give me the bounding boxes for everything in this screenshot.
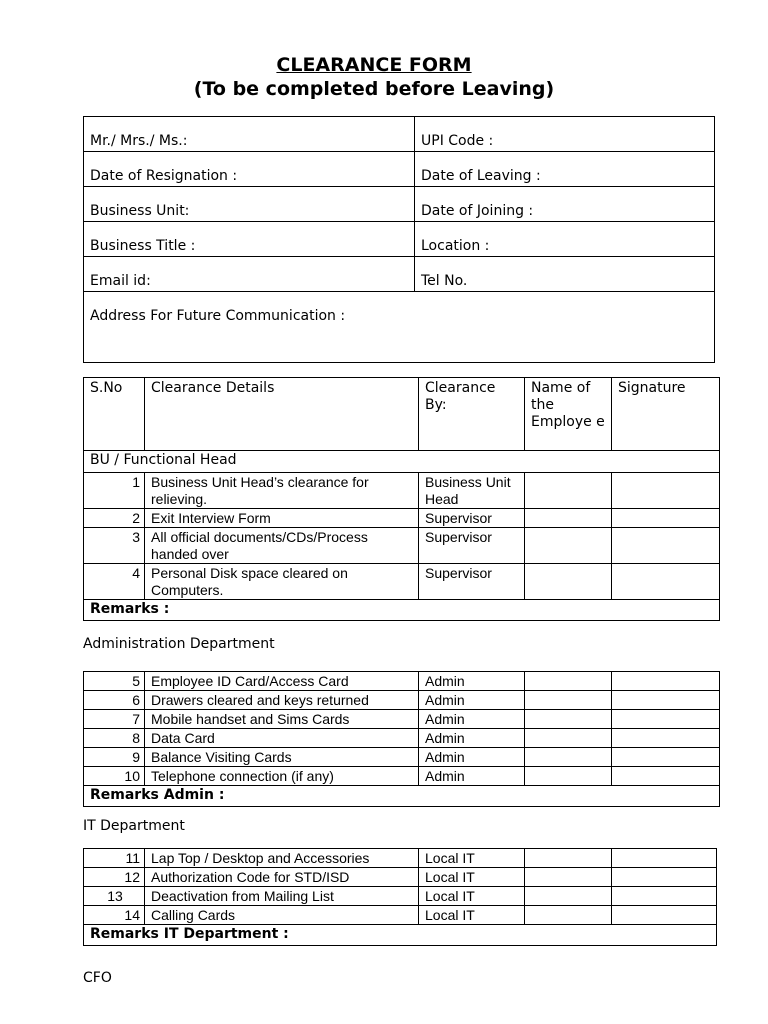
upi-code-field[interactable]: UPI Code : xyxy=(415,117,715,152)
row-number: 4 xyxy=(84,564,145,600)
signature-cell[interactable] xyxy=(612,868,717,887)
admin-clearance-table xyxy=(83,671,720,807)
clearance-by: Supervisor xyxy=(419,564,525,600)
clearance-detail: All official documents/CDs/Process handed over xyxy=(145,528,419,564)
employee-name-cell[interactable] xyxy=(525,887,612,906)
employee-name-cell[interactable] xyxy=(525,564,612,600)
signature-cell[interactable] xyxy=(612,564,720,600)
clearance-by: Supervisor xyxy=(419,528,525,564)
clearance-detail: Mobile handset and Sims Cards xyxy=(145,710,419,729)
table-row xyxy=(84,691,720,710)
header-signature: Signature xyxy=(612,378,720,451)
section-heading-admin: Administration Department xyxy=(83,636,275,652)
header-sno: S.No xyxy=(84,378,145,451)
business-unit-field[interactable]: Business Unit: xyxy=(84,187,415,222)
row-number: 7 xyxy=(84,710,145,729)
clearance-detail: Business Unit Head’s clearance for relieving. xyxy=(145,473,419,509)
row-number: 11 xyxy=(84,849,145,868)
table-row xyxy=(84,564,720,600)
bu-clearance-table xyxy=(83,377,720,621)
section-heading-bu: BU / Functional Head xyxy=(84,451,720,473)
tel-no-field[interactable]: Tel No. xyxy=(415,257,715,292)
row-number: 10 xyxy=(84,767,145,786)
employee-name-cell[interactable] xyxy=(525,729,612,748)
row-number: 6 xyxy=(84,691,145,710)
it-clearance-table xyxy=(83,848,717,946)
signature-cell[interactable] xyxy=(612,473,720,509)
signature-cell[interactable] xyxy=(612,691,720,710)
row-number: 3 xyxy=(84,528,145,564)
clearance-detail: Calling Cards xyxy=(145,906,419,925)
employee-name-cell[interactable] xyxy=(525,868,612,887)
employee-name-cell[interactable] xyxy=(525,906,612,925)
table-row xyxy=(84,473,720,509)
clearance-detail: Exit Interview Form xyxy=(145,509,419,528)
table-row xyxy=(84,528,720,564)
form-title: CLEARANCE FORM xyxy=(276,54,472,76)
row-number: 14 xyxy=(84,906,145,925)
clearance-by: Admin xyxy=(419,767,525,786)
signature-cell[interactable] xyxy=(612,887,717,906)
signature-cell[interactable] xyxy=(612,849,717,868)
row-number: 12 xyxy=(84,868,145,887)
clearance-by: Local IT xyxy=(419,906,525,925)
clearance-by: Admin xyxy=(419,729,525,748)
row-number: 2 xyxy=(84,509,145,528)
clearance-by: Admin xyxy=(419,672,525,691)
row-number: 5 xyxy=(84,672,145,691)
clearance-detail: Data Card xyxy=(145,729,419,748)
date-of-joining-field[interactable]: Date of Joining : xyxy=(415,187,715,222)
table-row xyxy=(84,509,720,528)
table-row xyxy=(84,748,720,767)
header-employee-name: Name of the Employe e xyxy=(525,378,612,451)
table-row xyxy=(84,906,717,925)
employee-name-cell[interactable] xyxy=(525,849,612,868)
employee-name-cell[interactable] xyxy=(525,767,612,786)
clearance-detail: Authorization Code for STD/ISD xyxy=(145,868,419,887)
clearance-detail: Deactivation from Mailing List xyxy=(145,887,419,906)
clearance-detail: Lap Top / Desktop and Accessories xyxy=(145,849,419,868)
clearance-by: Supervisor xyxy=(419,509,525,528)
clearance-by: Local IT xyxy=(419,868,525,887)
clearance-by: Business Unit Head xyxy=(419,473,525,509)
clearance-detail: Telephone connection (if any) xyxy=(145,767,419,786)
signature-cell[interactable] xyxy=(612,528,720,564)
table-row xyxy=(84,672,720,691)
email-field[interactable]: Email id: xyxy=(84,257,415,292)
clearance-by: Admin xyxy=(419,710,525,729)
signature-cell[interactable] xyxy=(612,729,720,748)
signature-cell[interactable] xyxy=(612,906,717,925)
clearance-by: Local IT xyxy=(419,887,525,906)
cfo-label: CFO xyxy=(83,970,112,986)
employee-name-cell[interactable] xyxy=(525,473,612,509)
table-row xyxy=(84,868,717,887)
table-row xyxy=(84,729,720,748)
date-of-leaving-field[interactable]: Date of Leaving : xyxy=(415,152,715,187)
section-heading-it: IT Department xyxy=(83,818,185,834)
table-row xyxy=(84,767,720,786)
remarks-admin[interactable]: Remarks Admin : xyxy=(84,786,720,807)
row-number: 8 xyxy=(84,729,145,748)
employee-name-cell[interactable] xyxy=(525,710,612,729)
employee-name-cell[interactable] xyxy=(525,691,612,710)
clearance-by: Admin xyxy=(419,748,525,767)
table-row xyxy=(84,887,717,906)
clearance-detail: Employee ID Card/Access Card xyxy=(145,672,419,691)
employee-name-cell[interactable] xyxy=(525,672,612,691)
remarks-bu[interactable]: Remarks : xyxy=(84,600,720,621)
employee-name-cell[interactable] xyxy=(525,509,612,528)
clearance-by: Admin xyxy=(419,691,525,710)
row-number: 13 xyxy=(84,887,145,906)
row-number: 9 xyxy=(84,748,145,767)
signature-cell[interactable] xyxy=(612,767,720,786)
clearance-detail: Personal Disk space cleared on Computers. xyxy=(145,564,419,600)
employee-info-table xyxy=(83,116,715,363)
table-row xyxy=(84,710,720,729)
header-clearance-details: Clearance Details xyxy=(145,378,419,451)
clearance-detail: Drawers cleared and keys returned xyxy=(145,691,419,710)
employee-name-cell[interactable] xyxy=(525,528,612,564)
row-number: 1 xyxy=(84,473,145,509)
table-row xyxy=(84,849,717,868)
clearance-detail: Balance Visiting Cards xyxy=(145,748,419,767)
clearance-by: Local IT xyxy=(419,849,525,868)
remarks-it[interactable]: Remarks IT Department : xyxy=(84,925,717,946)
form-subtitle: (To be completed before Leaving) xyxy=(193,78,555,100)
signature-cell[interactable] xyxy=(612,509,720,528)
address-field[interactable]: Address For Future Communication : xyxy=(84,292,715,363)
header-clearance-by: Clearance By: xyxy=(419,378,525,451)
location-field[interactable]: Location : xyxy=(415,222,715,257)
employee-name-cell[interactable] xyxy=(525,748,612,767)
signature-cell[interactable] xyxy=(612,710,720,729)
signature-cell[interactable] xyxy=(612,748,720,767)
business-title-field[interactable]: Business Title : xyxy=(84,222,415,257)
signature-cell[interactable] xyxy=(612,672,720,691)
name-field[interactable]: Mr./ Mrs./ Ms.: xyxy=(84,117,415,152)
date-of-resignation-field[interactable]: Date of Resignation : xyxy=(84,152,415,187)
